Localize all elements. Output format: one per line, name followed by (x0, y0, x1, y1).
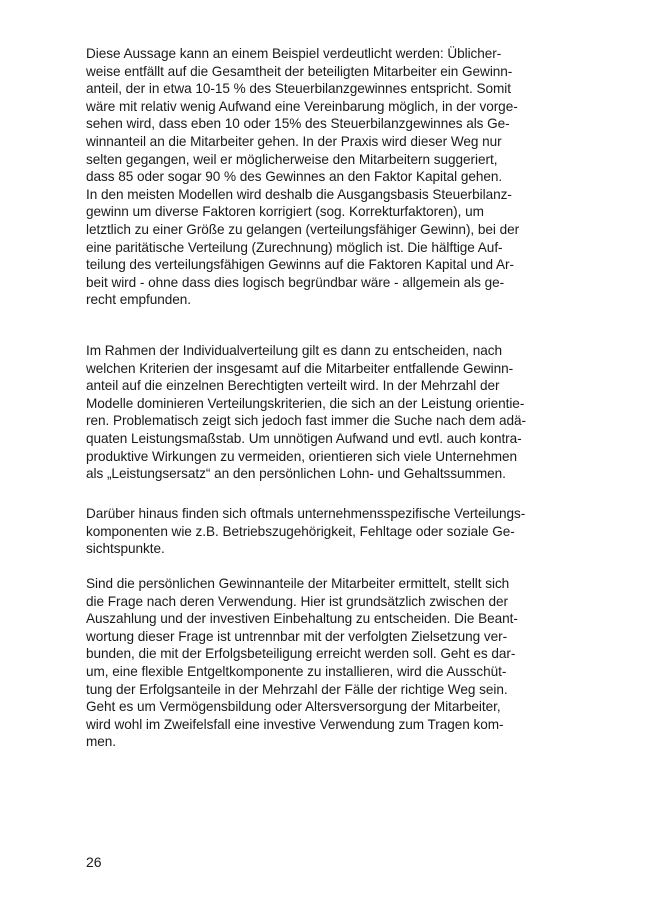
text-line: Modelle dominieren Verteilungskriterien, die sich an der Leistung orientie- (86, 395, 525, 411)
text-line: recht empfunden. (86, 292, 191, 308)
text-line: komponenten wie z.B. Betriebszugehörigkeit, Fehltage oder soziale Ge- (86, 523, 515, 539)
text-line: wird wohl im Zweifelsfall eine investive Verwendung zum Tragen kom- (86, 716, 504, 732)
text-line: teilung des verteilungsfähigen Gewinns auf die Faktoren Kapital und Ar- (86, 257, 514, 273)
text-line: selten gegangen, weil er möglicherweise den Mitarbeitern suggeriert, (86, 151, 498, 167)
text-line: Diese Aussage kann an einem Beispiel verdeutlicht werden: Üblicher- (86, 46, 502, 61)
text-line: weise entfällt auf die Gesamtheit der beteiligten Mitarbeiter ein Gewinn- (86, 63, 513, 79)
text-line: beit wird - ohne dass dies logisch begründbar wäre - allgemein als ge- (86, 274, 505, 290)
text-line: eine paritätische Verteilung (Zurechnung) möglich ist. Die hälftige Auf- (86, 239, 503, 255)
text-line: winnanteil an die Mitarbeiter gehen. In der Praxis wird dieser Weg nur (86, 133, 502, 149)
text-line: gewinn um diverse Faktoren korrigiert (sog. Korrekturfaktoren), um (86, 204, 484, 220)
text-line: Im Rahmen der Individualverteilung gilt es dann zu entscheiden, nach (86, 343, 502, 358)
paragraph-3 (86, 505, 586, 558)
text-line: um, eine flexible Entgeltkomponente zu installieren, wird die Ausschüt- (86, 663, 507, 679)
text-line: sehen wird, dass eben 10 oder 15% des Steuerbilanzgewinnes als Ge- (86, 116, 510, 132)
paragraph-4 (86, 575, 586, 751)
text-line: dass 85 oder sogar 90 % des Gewinnes an den Faktor Kapital gehen. (86, 169, 503, 185)
text-line: Sind die persönlichen Gewinnanteile der Mitarbeiter ermittelt, stellt sich (86, 576, 510, 591)
text-line: men. (86, 734, 117, 750)
text-line: welchen Kriterien der insgesamt auf die Mitarbeiter entfallende Gewinn- (86, 360, 514, 376)
text-line: wortung dieser Frage ist untrennbar mit der verfolgten Zielsetzung ver- (86, 628, 508, 644)
paragraph-1 (86, 45, 586, 309)
text-line: Darüber hinaus finden sich oftmals unternehmensspezifische Verteilungs- (86, 506, 526, 521)
text-line: als „Leistungsersatz“ an den persönlichen Lohn- und Gehaltssummen. (86, 466, 506, 482)
text-line: Geht es um Vermögensbildung oder Altersversorgung der Mitarbeiter, (86, 699, 501, 715)
text-line: anteil auf die einzelnen Berechtigten verteilt wird. In der Mehrzahl der (86, 378, 500, 394)
paragraph-2 (86, 342, 586, 483)
text-line: die Frage nach deren Verwendung. Hier ist grundsätzlich zwischen der (86, 593, 509, 609)
text-line: tung der Erfolgsanteile in der Mehrzahl der Fälle der richtige Weg sein. (86, 681, 508, 697)
page-number: 26 (86, 854, 102, 870)
text-line: Auszahlung und der investiven Einbehaltung zu entscheiden. Die Beant- (86, 611, 518, 627)
text-line: In den meisten Modellen wird deshalb die Ausgangsbasis Steuerbilanz- (86, 186, 512, 202)
text-line: bunden, die mit der Erfolgsbeteiligung erreicht werden soll. Geht es dar- (86, 646, 516, 662)
text-line: letztlich zu einer Größe zu gelangen (verteilungsfähiger Gewinn), bei der (86, 221, 520, 237)
text-line: produktive Wirkungen zu vermeiden, orientieren sich viele Unternehmen (86, 448, 518, 464)
text-line: quaten Leistungsmaßstab. Um unnötigen Aufwand und evtl. auch kontra- (86, 430, 522, 446)
text-line: ren. Problematisch zeigt sich jedoch fast immer die Suche nach dem adä- (86, 413, 526, 429)
text-line: anteil, der in etwa 10-15 % des Steuerbilanzgewinnes entspricht. Somit (86, 81, 511, 97)
text-line: wäre mit relativ wenig Aufwand eine Vereinbarung möglich, in der vorge- (86, 98, 518, 114)
text-line: sichtspunkte. (86, 541, 165, 557)
